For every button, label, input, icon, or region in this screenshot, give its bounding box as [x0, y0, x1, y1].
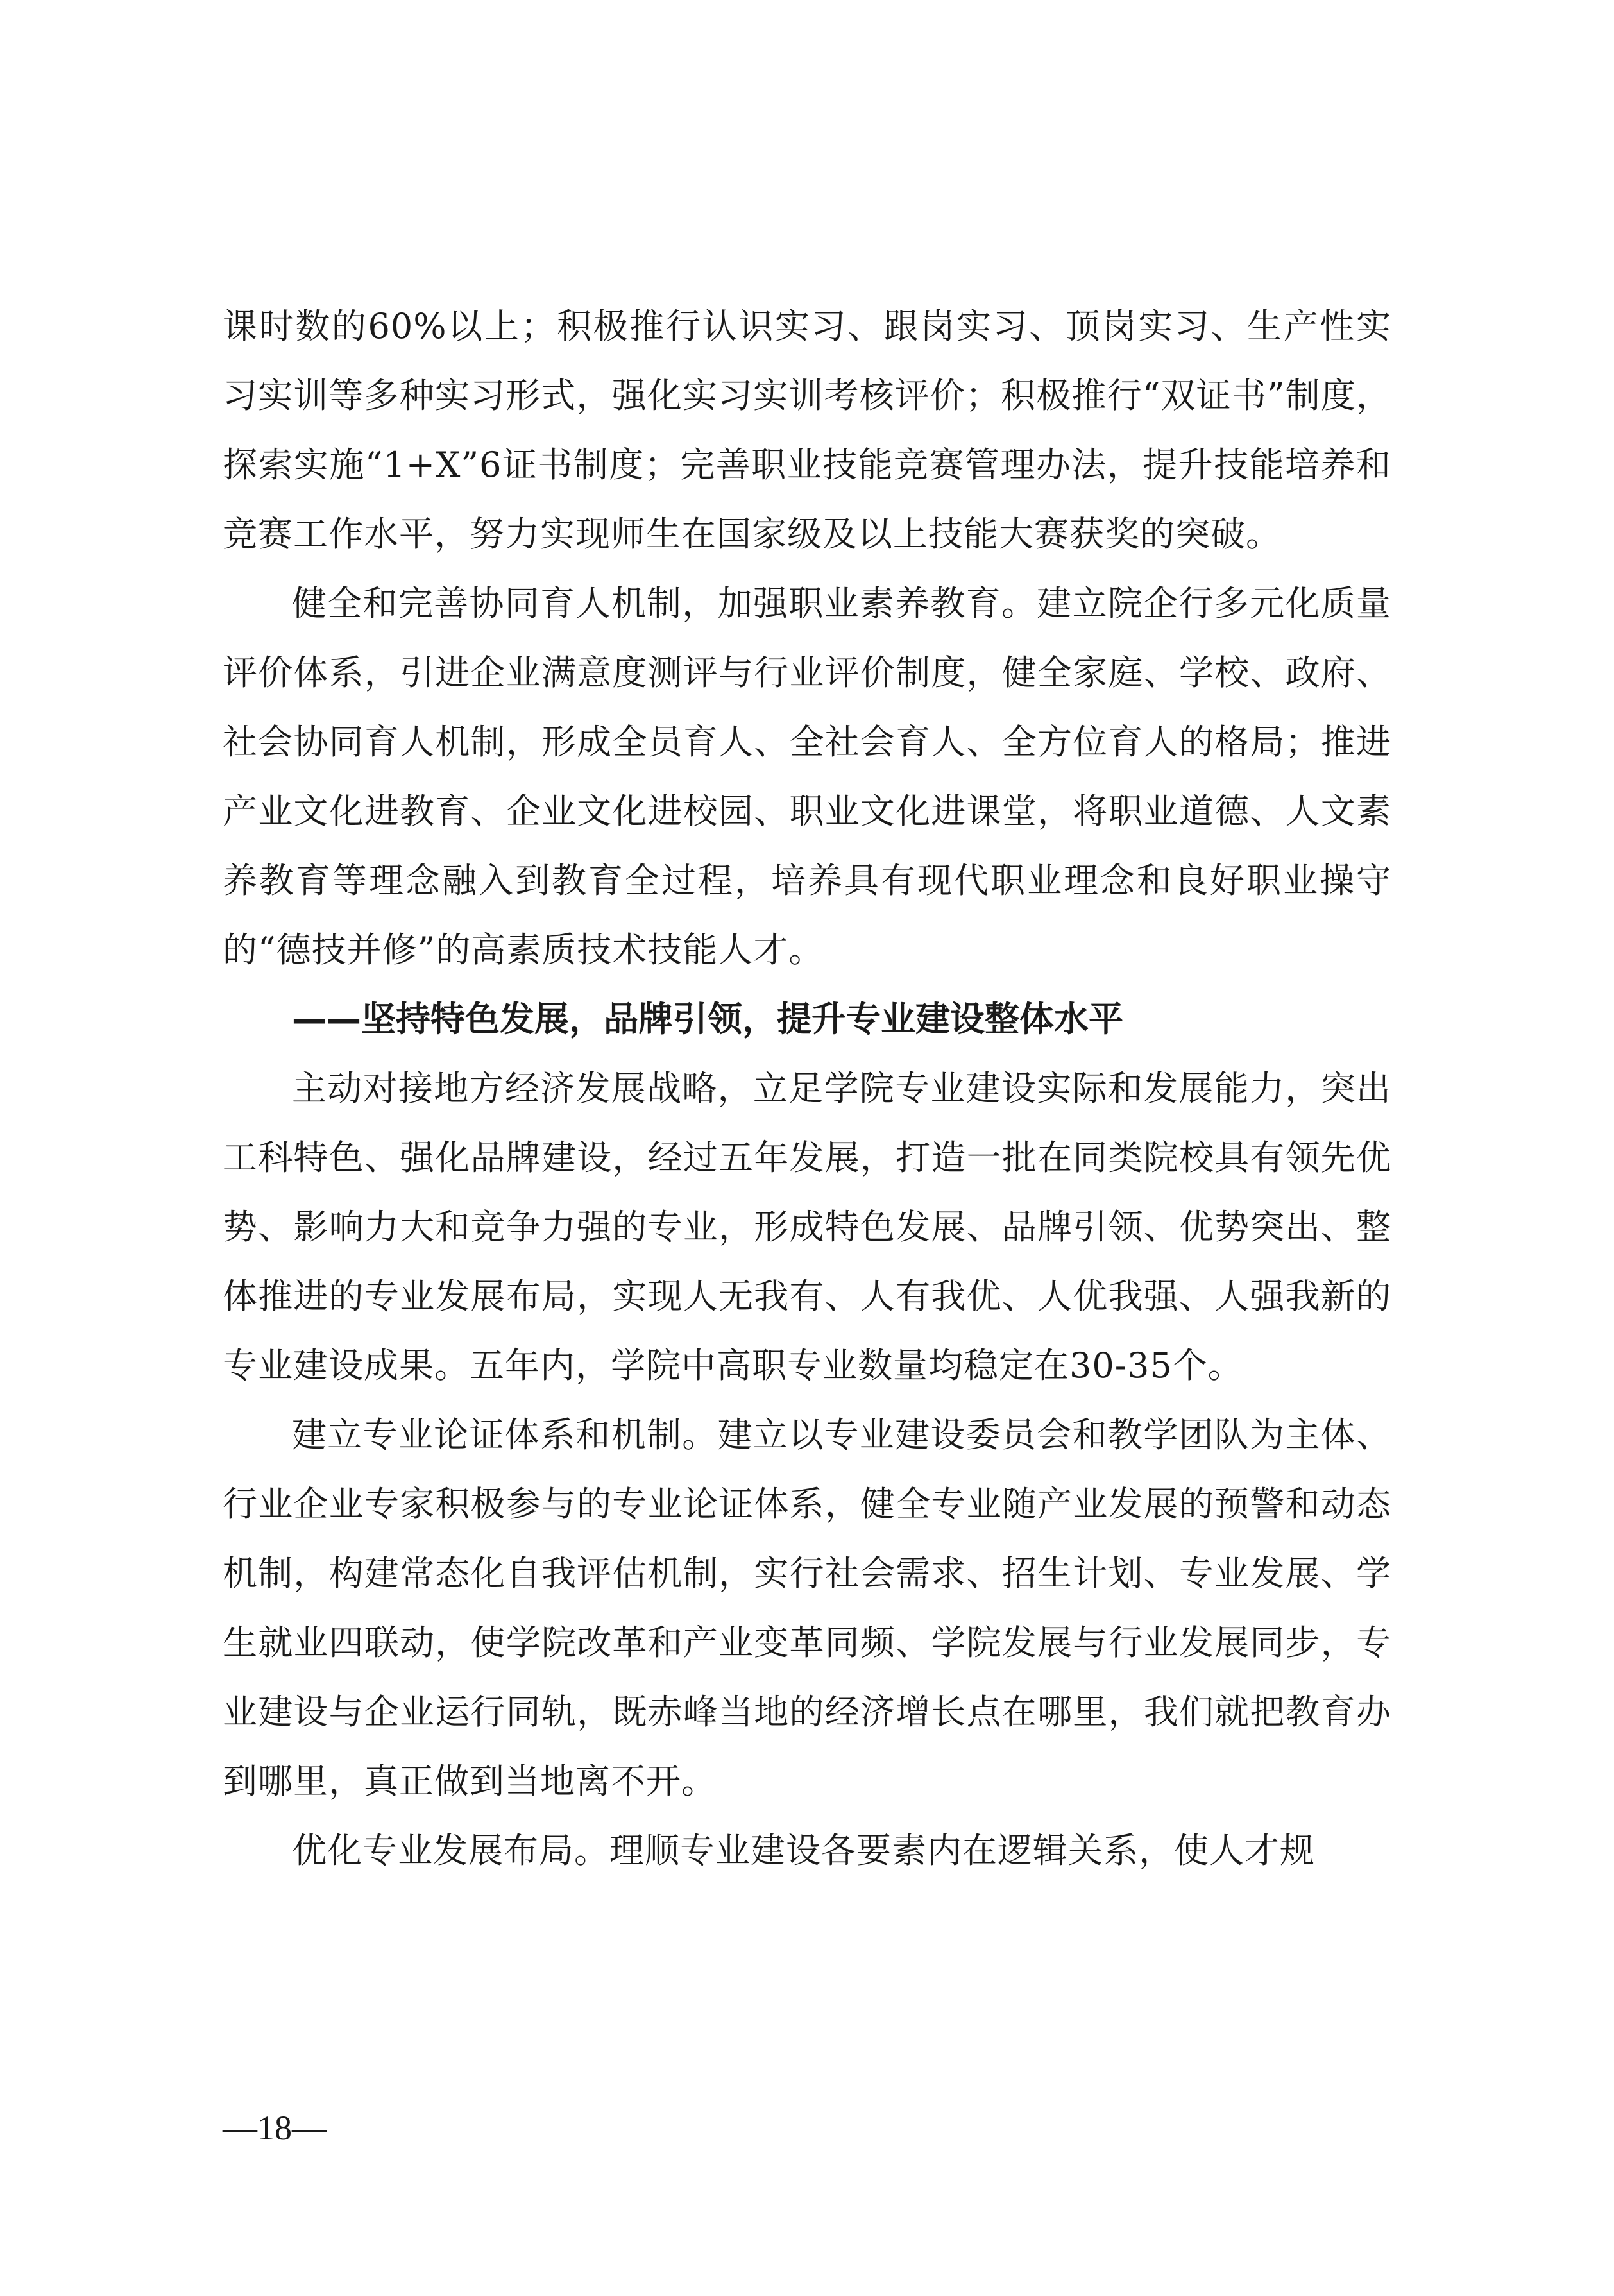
- paragraph-strategy: 主动对接地方经济发展战略，立足学院专业建设实际和发展能力，突出工科特色、强化品牌建设，经过五年发展，打造一批在同类院校具有领先优势、影响力大和竞争力强的专业，形成特色发展、品牌引领、优势突出、整体推进的专业发展布局，实现人无我有、人有我优、人优我强、人强我新的专业建设成果。五年内，学院中高职专业数量均稳定在30-35个。: [223, 1068, 1391, 1386]
- paragraph-collaborative-education: 健全和完善协同育人机制，加强职业素养教育。建立院企行多元化质量评价体系，引进企业满意度测评与行业评价制度，健全家庭、学校、政府、社会协同育人机制，形成全员育人、全社会育人、全方位育人的格局；推进产业文化进教育、企业文化进校园、职业文化进课堂，将职业道德、人文素养教育等理念融入到教育全过程，培养具有现代职业理念和良好职业操守的“德技并修”的高素质技术技能人才。: [223, 583, 1391, 970]
- section-heading: ——坚持特色发展，品牌引领，提升专业建设整体水平: [292, 999, 1123, 1039]
- paragraph-layout-optimization: 优化专业发展布局。理顺专业建设各要素内在逻辑关系，使人才规: [292, 1830, 1315, 1871]
- page-body: [223, 292, 1391, 1885]
- page-number: —18—: [223, 2109, 327, 2147]
- paragraph-continuation: 课时数的60%以上；积极推行认识实习、跟岗实习、顶岗实习、生产性实习实训等多种实习形式，强化实习实训考核评价；积极推行“双证书”制度，探索实施“1+X”6证书制度；完善职业技能竞赛管理办法，提升技能培养和竞赛工作水平，努力实现师生在国家级及以上技能大赛获奖的突破。: [223, 306, 1391, 554]
- paragraph-specialty-system: 建立专业论证体系和机制。建立以专业建设委员会和教学团队为主体、行业企业专家积极参与的专业论证体系，健全专业随产业发展的预警和动态机制，构建常态化自我评估机制，实行社会需求、招生计划、专业发展、学生就业四联动，使学院改革和产业变革同频、学院发展与行业发展同步，专业建设与企业运行同轨，既赤峰当地的经济增长点在哪里，我们就把教育办到哪里，真正做到当地离不开。: [223, 1415, 1391, 1801]
